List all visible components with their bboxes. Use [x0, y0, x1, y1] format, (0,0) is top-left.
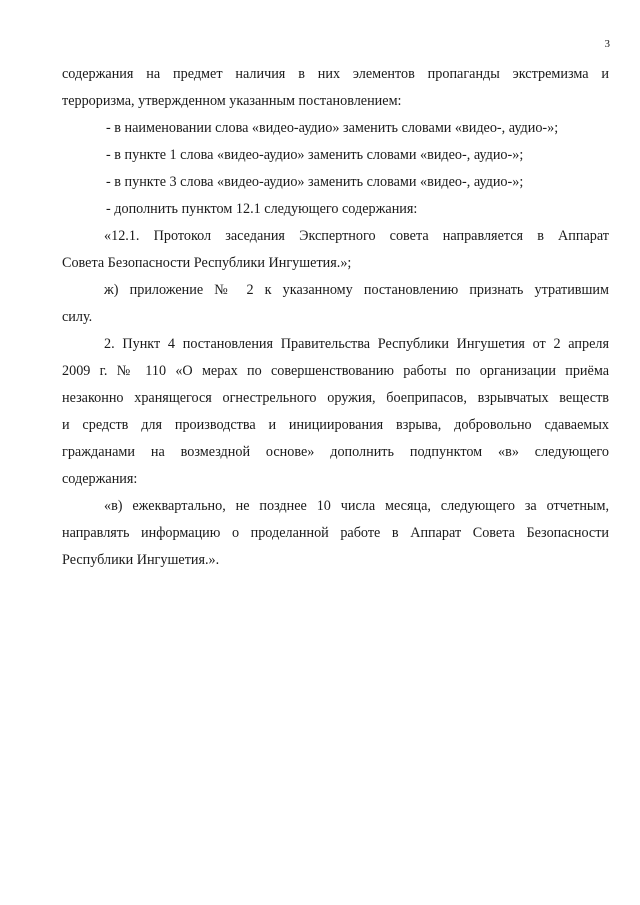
quote-line: «в) ежеквартально, не позднее 10 числа месяца, следующего за отчетным, — [104, 498, 609, 514]
paragraph-line: гражданами на возмездной основе» дополнить подпунктом «в» следующего — [62, 444, 609, 460]
list-item: - в пункте 1 слова «видео-аудио» заменить словами «видео-, аудио-»; — [106, 147, 524, 163]
paragraph-line: незаконно хранящегося огнестрельного оружия, боеприпасов, взрывчатых веществ — [62, 390, 609, 406]
document-body — [62, 61, 609, 574]
text-line: содержания на предмет наличия в них элементов пропаганды экстремизма и — [62, 66, 609, 82]
paragraph-line: 2009 г. № 110 «О мерах по совершенствованию работы по организации приёма — [62, 363, 609, 379]
page-number: 3 — [604, 38, 610, 50]
list-item: - дополнить пунктом 12.1 следующего содержания: — [106, 201, 418, 217]
quote-line: Совета Безопасности Республики Ингушетия.»; — [62, 255, 352, 271]
list-item: - в пункте 3 слова «видео-аудио» заменить словами «видео-, аудио-»; — [106, 174, 524, 190]
paragraph-line: содержания: — [62, 471, 138, 487]
quote-line: «12.1. Протокол заседания Экспертного совета направляется в Аппарат — [104, 228, 609, 244]
paragraph-line: 2. Пункт 4 постановления Правительства Республики Ингушетия от 2 апреля — [104, 336, 609, 352]
list-item: - в наименовании слова «видео-аудио» заменить словами «видео-, аудио-»; — [106, 120, 559, 136]
quote-line: направлять информацию о проделанной работе в Аппарат Совета Безопасности — [62, 525, 609, 541]
text-line: терроризма, утвержденном указанным постановлением: — [62, 93, 402, 109]
paragraph-line: и средств для производства и инициирования взрыва, добровольно сдаваемых — [62, 417, 609, 433]
paragraph-line: силу. — [62, 309, 93, 325]
paragraph-line: ж) приложение № 2 к указанному постановлению признать утратившим — [104, 282, 609, 298]
quote-line: Республики Ингушетия.». — [62, 552, 220, 568]
